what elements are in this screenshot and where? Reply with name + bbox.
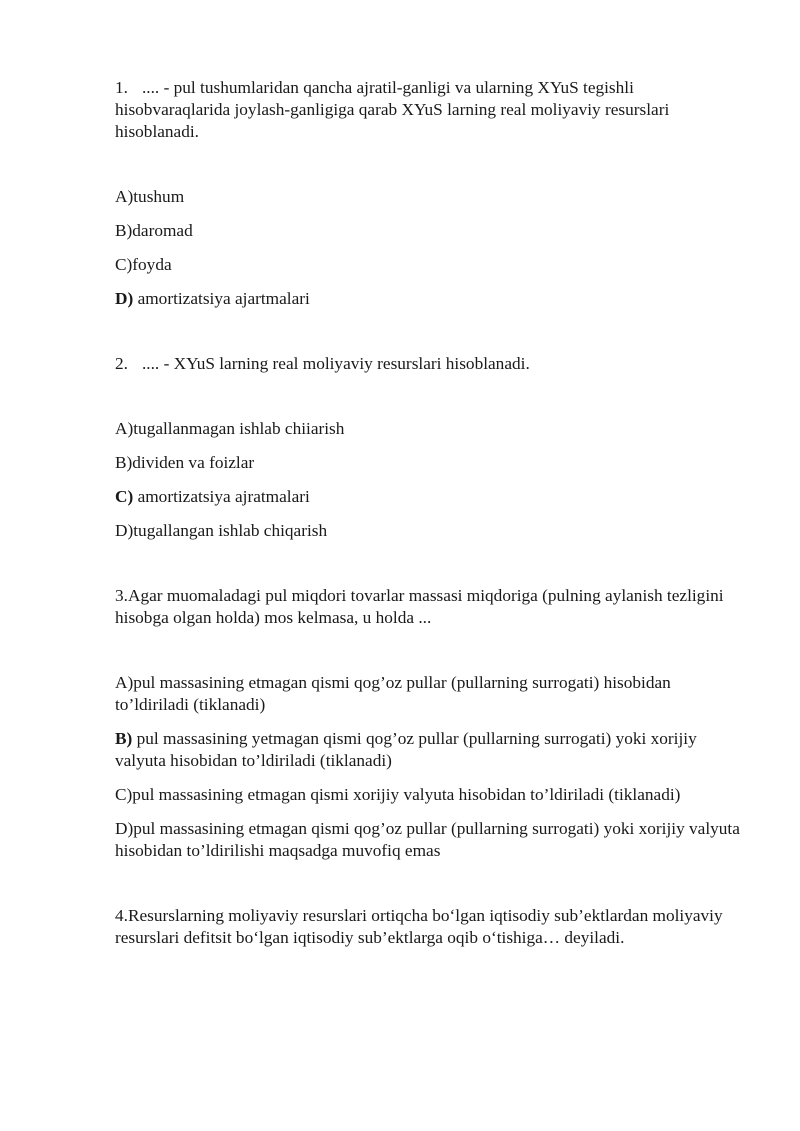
option-text: dividen va foizlar [132, 453, 255, 472]
option-1a [115, 186, 740, 208]
option-letter: B) [115, 221, 133, 240]
option-letter: A) [115, 419, 134, 438]
option-letter-bold: B) [115, 729, 133, 748]
option-text: amortizatsiya ajratmalari [133, 487, 310, 506]
question-4-text [115, 905, 740, 949]
option-1c [115, 254, 740, 276]
option-letter-bold: D) [115, 289, 134, 308]
question-2-text [115, 353, 740, 375]
question-2 [115, 353, 740, 542]
option-text: pul massasining etmagan qismi qog’oz pullar (pullarning surrogati) yoki xorijiy valyuta hisobidan to’ldirilishi maqsadga muvofiq emas [115, 819, 740, 860]
question-1 [115, 77, 740, 310]
question-4-number: 4. [115, 906, 128, 925]
question-3-text [115, 585, 740, 629]
option-2b [115, 452, 740, 474]
option-letter: A) [115, 187, 134, 206]
question-1-text [115, 77, 740, 143]
option-letter: C) [115, 785, 133, 804]
option-text: amortizatsiya ajartmalari [133, 289, 310, 308]
question-3-body: Agar muomaladagi pul miqdori tovarlar massasi miqdoriga (pulning aylanish tezligini hisobga olgan holda) mos kelmasa, u holda ... [115, 586, 724, 627]
option-3a [115, 672, 740, 716]
option-letter: D) [115, 521, 134, 540]
option-letter-bold: C) [115, 487, 134, 506]
option-2a [115, 418, 740, 440]
option-text: tushum [133, 187, 185, 206]
question-1-body: .... - pul tushumlaridan qancha ajratil-ganligi va ularning XYuS tegishli hisobvaraqlarida joylash-ganligiga qarab XYuS larning real moliyaviy resurslari hisoblanadi. [115, 78, 670, 141]
document-page [115, 77, 740, 949]
question-4-body: Resurslarning moliyaviy resurslari ortiqcha bo‘lgan iqtisodiy sub’ektlardan moliyaviy resurslari defitsit bo‘lgan iqtisodiy sub’ektlarga oqib o‘tishiga… deyiladi. [115, 906, 723, 947]
question-4 [115, 905, 740, 949]
option-1b [115, 220, 740, 242]
option-3d [115, 818, 740, 862]
option-2d [115, 520, 740, 542]
option-2c-correct [115, 486, 740, 508]
option-1d-correct [115, 288, 740, 310]
option-text: tugallanmagan ishlab chiiarish [133, 419, 345, 438]
option-text: foyda [132, 255, 172, 274]
question-2-number: 2. [115, 354, 128, 373]
question-2-body: .... - XYuS larning real moliyaviy resurslari hisoblanadi. [141, 354, 530, 373]
question-3 [115, 585, 740, 862]
option-text: pul massasining yetmagan qismi qog’oz pullar (pullarning surrogati) yoki xorijiy valyuta hisobidan to’ldiriladi (tiklanadi) [115, 729, 697, 770]
option-letter: D) [115, 819, 134, 838]
option-text: pul massasining etmagan qismi xorijiy valyuta hisobidan to’ldiriladi (tiklanadi) [132, 785, 681, 804]
option-letter: B) [115, 453, 133, 472]
option-text: daromad [132, 221, 193, 240]
option-letter: C) [115, 255, 133, 274]
question-3-number: 3. [115, 586, 128, 605]
option-3c [115, 784, 740, 806]
question-1-number: 1. [115, 78, 128, 97]
option-3b-correct [115, 728, 740, 772]
option-letter: A) [115, 673, 134, 692]
option-text: tugallangan ishlab chiqarish [133, 521, 328, 540]
option-text: pul massasining etmagan qismi qog’oz pullar (pullarning surrogati) hisobidan to’ldiriladi (tiklanadi) [115, 673, 671, 714]
